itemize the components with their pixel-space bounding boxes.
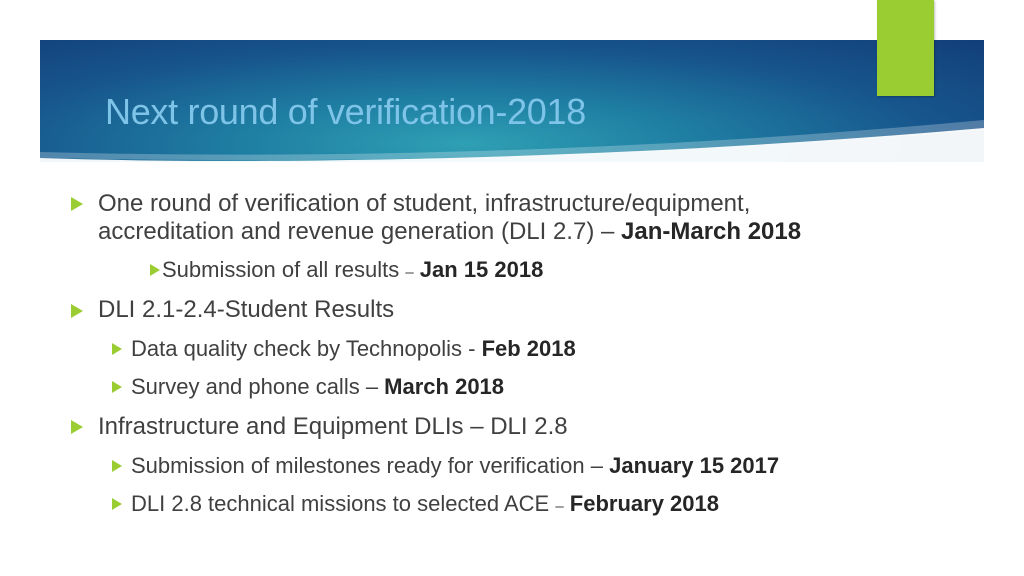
slide-title: Next round of verification-2018	[105, 91, 586, 132]
bullet-text: One round of verification of student, infrastructure/equipment,	[98, 190, 751, 217]
bullet-date: Jan-March 2018	[621, 218, 802, 245]
bullet-dash: –	[555, 498, 564, 515]
list-item	[131, 336, 576, 362]
bullet-text: accreditation and revenue generation (DLI 2.7) –	[98, 218, 621, 245]
bullet-arrow-icon	[71, 304, 83, 318]
bullet-arrow-icon	[71, 420, 83, 434]
bullet-date: Feb 2018	[481, 336, 576, 361]
list-item	[98, 413, 568, 441]
list-item	[131, 374, 504, 400]
bullet-text: Survey and phone calls –	[131, 374, 385, 399]
bullet-date: Jan 15 2018	[419, 257, 544, 282]
list-item-continuation	[98, 218, 801, 246]
bullet-date: January 15 2017	[609, 453, 780, 478]
bullet-date: February 2018	[569, 491, 719, 516]
bullet-text: Submission of milestones ready for verification –	[131, 453, 610, 478]
bullet-text: DLI 2.1-2.4-Student Results	[98, 296, 395, 323]
bullet-text: Infrastructure and Equipment DLIs – DLI 2.8	[98, 413, 568, 440]
bullet-arrow-icon	[150, 264, 160, 276]
bullet-dash: –	[405, 264, 414, 281]
bullet-arrow-icon	[112, 498, 122, 510]
list-item	[162, 257, 543, 286]
list-item	[131, 453, 779, 479]
bullet-text: Data quality check by Technopolis -	[131, 336, 482, 361]
list-item	[98, 190, 750, 218]
bullet-arrow-icon	[112, 381, 122, 393]
bullet-text: DLI 2.8 technical missions to selected ACE	[131, 491, 556, 516]
bullet-arrow-icon	[71, 197, 83, 211]
list-item	[131, 491, 719, 520]
bullet-date: March 2018	[384, 374, 505, 399]
bullet-arrow-icon	[112, 460, 122, 472]
list-item	[98, 296, 394, 324]
bullet-text: Submission of all results	[162, 257, 406, 282]
bullet-arrow-icon	[112, 343, 122, 355]
